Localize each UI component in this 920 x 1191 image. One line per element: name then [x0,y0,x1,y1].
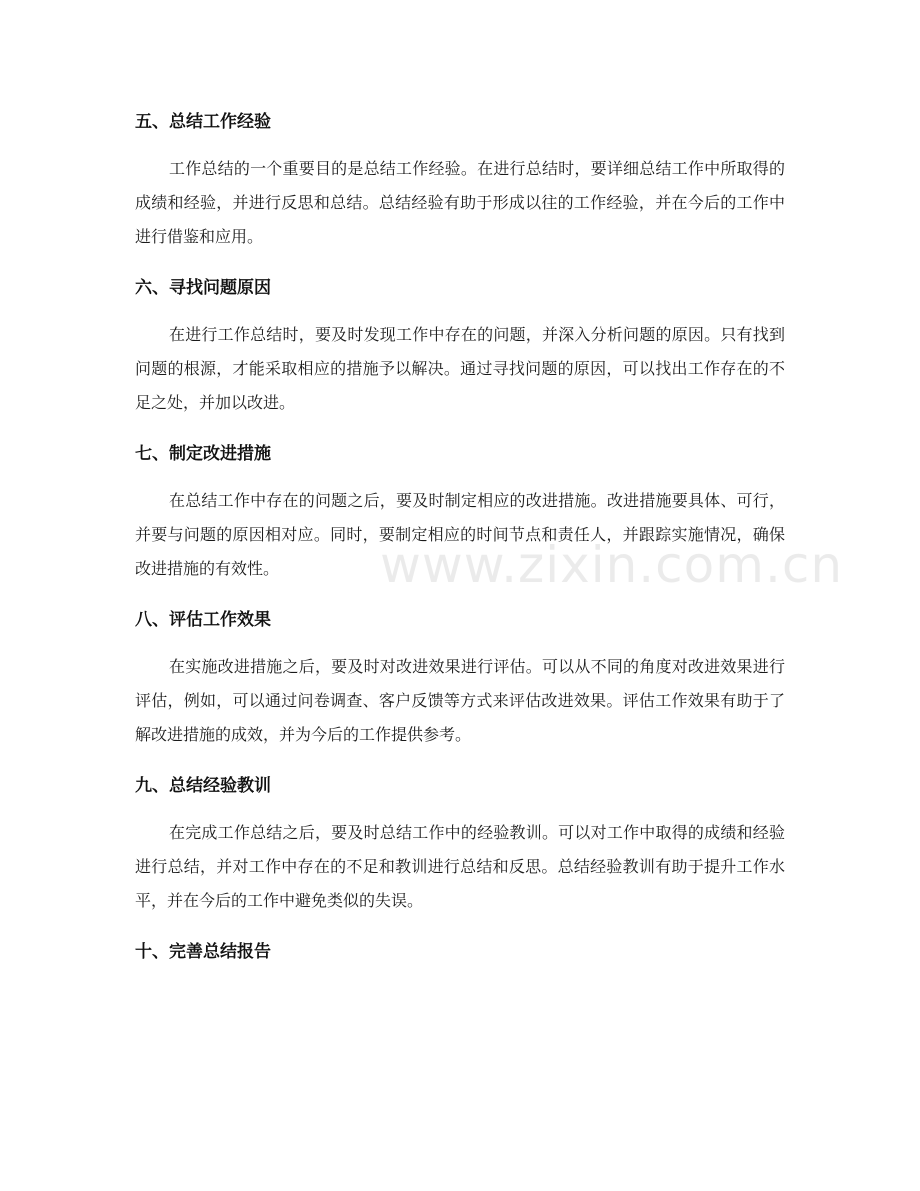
section-9-heading: 九、总结经验教训 [135,776,271,796]
section-5-body: 工作总结的一个重要目的是总结工作经验。在进行总结时，要详细总结工作中所取得的成绩和经验，并进行反思和总结。总结经验有助于形成以往的工作经验，并在今后的工作中进行借鉴和应用。 [135,159,785,246]
section-5-heading: 五、总结工作经验 [135,112,271,132]
watermark: www.zixin.com.cn [380,536,844,594]
section-7-heading: 七、制定改进措施 [135,444,271,464]
section-8-heading: 八、评估工作效果 [135,610,271,630]
section-8-body: 在实施改进措施之后，要及时对改进效果进行评估。可以从不同的角度对改进效果进行评估，例如，可以通过问卷调查、客户反馈等方式来评估改进效果。评估工作效果有助于了解改进措施的成效，并为今后的工作提供参考。 [135,657,785,744]
document-content [135,104,785,970]
section-6-body: 在进行工作总结时，要及时发现工作中存在的问题，并深入分析问题的原因。只有找到问题的根源，才能采取相应的措施予以解决。通过寻找问题的原因，可以找出工作存在的不足之处，并加以改进。 [135,325,785,412]
section-9-body: 在完成工作总结之后，要及时总结工作中的经验教训。可以对工作中取得的成绩和经验进行总结，并对工作中存在的不足和教训进行总结和反思。总结经验教训有助于提升工作水平，并在今后的工作中避免类似的失误。 [135,823,785,910]
section-10-heading: 十、完善总结报告 [135,942,271,962]
section-7-body: 在总结工作中存在的问题之后，要及时制定相应的改进措施。改进措施要具体、可行，并要与问题的原因相对应。同时，要制定相应的时间节点和责任人，并跟踪实施情况，确保改进措施的有效性。 [135,491,785,578]
section-6-heading: 六、寻找问题原因 [135,278,271,298]
